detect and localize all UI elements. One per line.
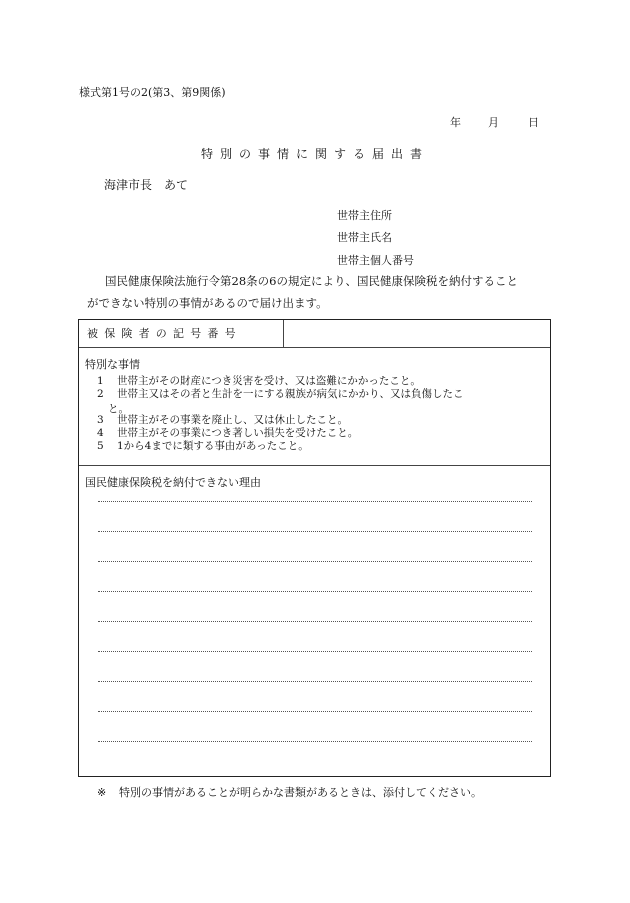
reason-writing-line[interactable]: [98, 591, 532, 592]
reason-writing-line[interactable]: [98, 531, 532, 532]
reason-item: [97, 440, 309, 453]
reason-text: 1から4までに類する事由があったこと。: [117, 440, 309, 452]
reason-cannot-pay-section: [79, 465, 550, 776]
form-table: [78, 319, 551, 777]
reason-number: 5: [97, 440, 104, 452]
reason-number: 2: [97, 388, 104, 400]
special-circumstances-heading: 特別な事情: [85, 358, 140, 371]
reason-writing-line[interactable]: [98, 651, 532, 652]
reason-writing-line[interactable]: [98, 681, 532, 682]
reason-item: [97, 388, 464, 401]
addressee: 海津市長 あて: [104, 178, 189, 192]
reason-writing-line[interactable]: [98, 711, 532, 712]
special-circumstances-section: [79, 347, 550, 466]
document-title: 特別の事情に関する届出書: [200, 147, 429, 161]
footnote: [97, 784, 482, 800]
note-mark: ※: [97, 786, 107, 799]
applicant-name-label: 世帯主氏名: [337, 231, 392, 244]
date-day-label: 日: [528, 116, 539, 129]
reason-text: 世帯主がその財産につき災害を受け、又は盗難にかかったこと。: [117, 375, 421, 387]
reason-writing-line[interactable]: [98, 561, 532, 562]
applicant-id-number-label: 世帯主個人番号: [337, 254, 414, 267]
reason-number: 4: [97, 427, 104, 439]
reason-item: [97, 375, 421, 388]
reason-text: 世帯主がその事業を廃止し、又は休止したこと。: [117, 414, 348, 426]
insured-number-label: 被保険者の記号番号: [79, 320, 284, 347]
reason-writing-line[interactable]: [98, 621, 532, 622]
body-text: [87, 270, 557, 314]
body-line-2: ができない特別の事情があるので届け出ます。: [87, 296, 328, 310]
reason-text: 世帯主がその事業につき著しい損失を受けたこと。: [117, 427, 359, 439]
reason-writing-line[interactable]: [98, 741, 532, 742]
date-month-label: 月: [488, 116, 499, 129]
reason-writing-line[interactable]: [98, 501, 532, 502]
insured-number-field[interactable]: [284, 320, 550, 347]
reason-item: [97, 414, 348, 427]
date-year-label: 年: [450, 116, 461, 129]
note-text: 特別の事情があることが明らかな書類があるときは、添付してください。: [119, 786, 482, 799]
insured-number-row: [79, 320, 550, 348]
applicant-address-label: 世帯主住所: [337, 209, 392, 222]
reason-item: [97, 427, 358, 440]
reason-text-continuation: と。: [108, 403, 129, 415]
body-line-1: 国民健康保険法施行令第28条の6の規定により、国民健康保険税を納付すること: [105, 274, 518, 288]
reason-text: 世帯主又はその者と生計を一にする親族が病気にかかり、又は負傷したこ: [117, 388, 464, 400]
form-number: 様式第1号の2(第3、第9関係): [79, 86, 226, 99]
reason-cannot-pay-heading: 国民健康保険税を納付できない理由: [85, 476, 261, 489]
reason-number: 3: [97, 414, 104, 426]
reason-number: 1: [97, 375, 104, 387]
